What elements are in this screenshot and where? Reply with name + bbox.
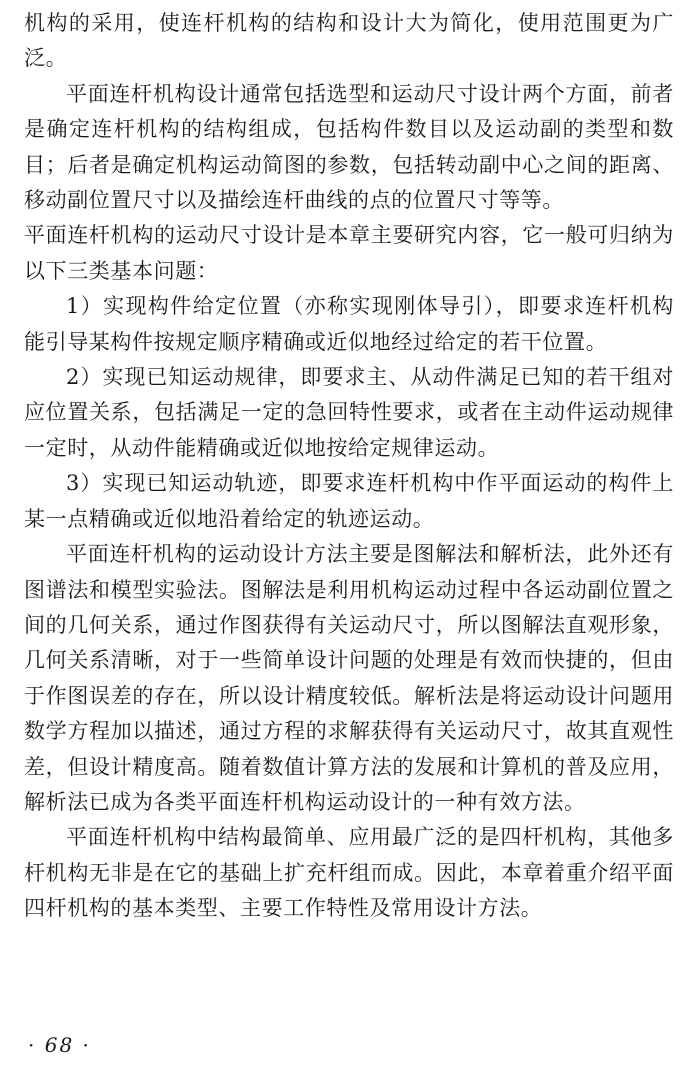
page-number: · 68 · (28, 1033, 91, 1057)
paragraph-design-methods: 平面连杆机构的运动设计方法主要是图解法和解析法，此外还有图谱法和模型实验法。图解法是利用机构运动过程中各运动副位置之间的几何关系，通过作图获得有关运动尺寸，所以图解法直观形象，几何关系清晰，对于一些简单设计问题的处理是有效而快捷的，但由于作图误差的存在，所以设计精度较低。解析法是将运动设计问题用数学方程加以描述，通过方程的求解获得有关运动尺寸，故其直观性差，但设计精度高。随着数值计算方法的发展和计算机的普及应用，解析法已成为各类平面连杆机构运动设计的一种有效方法。 (24, 542, 674, 814)
paragraph-four-bar-summary: 平面连杆机构中结构最简单、应用最广泛的是四杆机构，其他多杆机构无非是在它的基础上扩充杆组而成。因此，本章着重介绍平面四杆机构的基本类型、主要工作特性及常用设计方法。 (24, 825, 674, 921)
list-item-path-generation: 3）实现已知运动轨迹，即要求连杆机构中作平面运动的构件上某一点精确或近似地沿着给定的轨迹运动。 (24, 471, 674, 531)
paragraph-problem-intro: 平面连杆机构的运动尺寸设计是本章主要研究内容，它一般可归纳为以下三类基本问题： (24, 223, 674, 283)
body-text (24, 6, 674, 927)
paragraph-continuation: 机构的采用，使连杆机构的结构和设计大为简化，使用范围更为广泛。 (24, 11, 674, 71)
list-item-rigid-body-guidance: 1）实现构件给定位置（亦称实现刚体导引），即要求连杆机构能引导某构件按规定顺序精确或近似地经过给定的若干位置。 (24, 294, 674, 354)
list-item-motion-law: 2）实现已知运动规律，即要求主、从动件满足已知的若干组对应位置关系，包括满足一定的急回特性要求，或者在主动件运动规律一定时，从动件能精确或近似地按给定规律运动。 (24, 365, 674, 460)
paragraph-design-overview: 平面连杆机构设计通常包括选型和运动尺寸设计两个方面，前者是确定连杆机构的结构组成，包括构件数目以及运动副的类型和数目；后者是确定机构运动简图的参数，包括转动副中心之间的距离、移动副位置尺寸以及描绘连杆曲线的点的位置尺寸等等。 (24, 81, 674, 213)
